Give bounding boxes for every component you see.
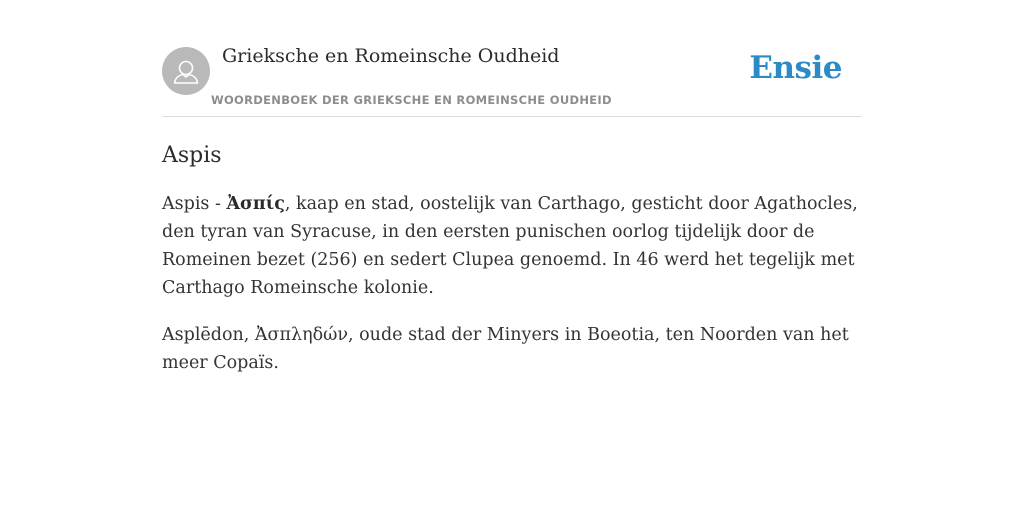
definition-greek-term: Ἀσπίς [226, 194, 285, 214]
definition-body: , kaap en stad, oostelijk van Carthago, gesticht door Agathocles, den tyran van Syracuse, in den eersten punischen oorlog tijdelijk door de Romeinen bezet (256) en sedert Clupea genoemd. In 46 werd het tegelijk met Carthago Romeinsche kolonie. [162, 194, 858, 298]
page-title: Aspis [162, 143, 222, 168]
definition-lead: Aspis - [162, 194, 227, 214]
ensie-logo-link[interactable]: Ensie [749, 50, 842, 86]
user-icon-glyph [162, 47, 210, 95]
dictionary-header [162, 0, 862, 117]
definition-paragraph-secondary: Asplēdon, Ἀσπληδών, oude stad der Minyers in Boeotia, ten Noorden van het meer Copaïs. [162, 325, 849, 373]
page [162, 0, 862, 377]
definition-paragraph [162, 190, 862, 302]
dictionary-subtitle: WOORDENBOEK DER GRIEKSCHE EN ROMEINSCHE OUDHEID [211, 93, 612, 107]
user-icon[interactable] [162, 47, 210, 95]
dictionary-title-link[interactable]: Grieksche en Romeinsche Oudheid [222, 45, 560, 67]
